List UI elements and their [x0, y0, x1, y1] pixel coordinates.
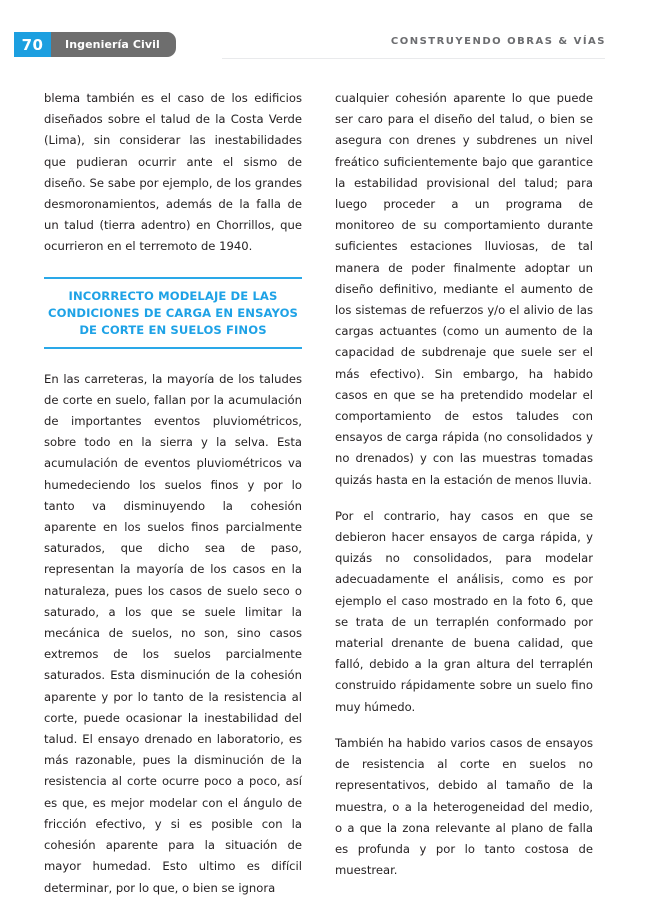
page-header	[0, 0, 650, 78]
section-heading-text: INCORRECTO MODELAJE DE LAS CONDICIONES DE CARGA EN ENSAYOS DE CORTE EN SUELOS FINOS	[48, 288, 298, 337]
section-heading-rule-top	[44, 277, 302, 279]
paragraph: En las carreteras, la mayoría de los taludes de corte en suelo, fallan por la acumulación de importantes eventos pluviométricos, sobre todo en la sierra y la selva. Esta acumulación de eventos pluviométricos va humedeciendo los suelos finos y por lo tanto va disminuyendo la cohesión aparente en los suelos finos parcialmente saturados, que dicho sea de paso, representan la mayoría de los casos en la naturaleza, pues los casos de suelo seco o saturado, a los que se suele limitar la mecánica de suelos, no son, sino casos extremos de los suelos parcialmente saturados. Esta disminución de la cohesión aparente y por lo tanto de la resistencia al corte, puede ocasionar la inestabilidad del talud. El ensayo drenado en laboratorio, es más razonable, pues la disminución de la resistencia al corte ocurre poco a poco, así es que, es mejor modelar con el ángulo de fricción efectivo, y si es posible con la cohesión aparente para la situación de mayor humedad. Esto ultimo es difícil determinar, por lo que, o bien se ignora	[44, 371, 302, 895]
column-right	[335, 88, 593, 881]
paragraph: Por el contrario, hay casos en que se debieron hacer ensayos de carga rápida, y quizás no consolidados, para modelar adecuadamente el análisis, como es por ejemplo el caso mostrado en la foto 6, que se trata de un terraplén conformado por material drenante de buena calidad, que falló, debido a la gran altura del terraplén construido rápidamente sobre un suelo fino muy húmedo.	[335, 508, 593, 714]
running-header-title: CONSTRUYENDO OBRAS & VÍAS	[390, 36, 606, 47]
publication-name-tab: Ingeniería Civil	[51, 32, 176, 57]
header-divider-rule	[222, 58, 605, 59]
folio-block	[14, 32, 176, 57]
paragraph: cualquier cohesión aparente lo que puede ser caro para el diseño del talud, o bien se asegura con drenes y subdrenes un nivel freático suficientemente bajo que garantice la estabilidad provisional del talud; para luego proceder a un programa de monitoreo de su comportamiento durante suficientes estaciones lluviosas, de tal manera de poder finalmente adoptar un diseño definitivo, mediante el aumento de los sistemas de refuerzos y/o el alivio de las cargas actuantes (como un aumento de la capacidad de subdrenaje que suele ser el más efectivo). Sin embargo, ha habido casos en que se ha pretendido modelar el comportamiento de estos taludes con ensayos de carga rápida (no consolidados y no drenados) y con las muestras tomadas quizás hasta en la estación de menos lluvia.	[335, 91, 593, 487]
section-heading	[44, 277, 302, 349]
column-left	[44, 88, 302, 899]
paragraph: blema también es el caso de los edificios diseñados sobre el talud de la Costa Verde (Lima), sin considerar las inestabilidades que pudieran ocurrir ante el sismo de diseño. Se sabe por ejemplo, de los grandes desmoronamientos, además de la falla de un talud (tierra adentro) en Chorrillos, que ocurrieron en el terremoto de 1940.	[44, 91, 302, 254]
paragraph: También ha habido varios casos de ensayos de resistencia al corte en suelos no representativos, debido al tamaño de la muestra, o a la heterogeneidad del medio, o a que la zona relevante al plano de falla es profunda y por lo tanto costosa de muestrear.	[335, 735, 593, 878]
section-heading-rule-bottom	[44, 347, 302, 349]
page-number-badge: 70	[14, 32, 51, 57]
